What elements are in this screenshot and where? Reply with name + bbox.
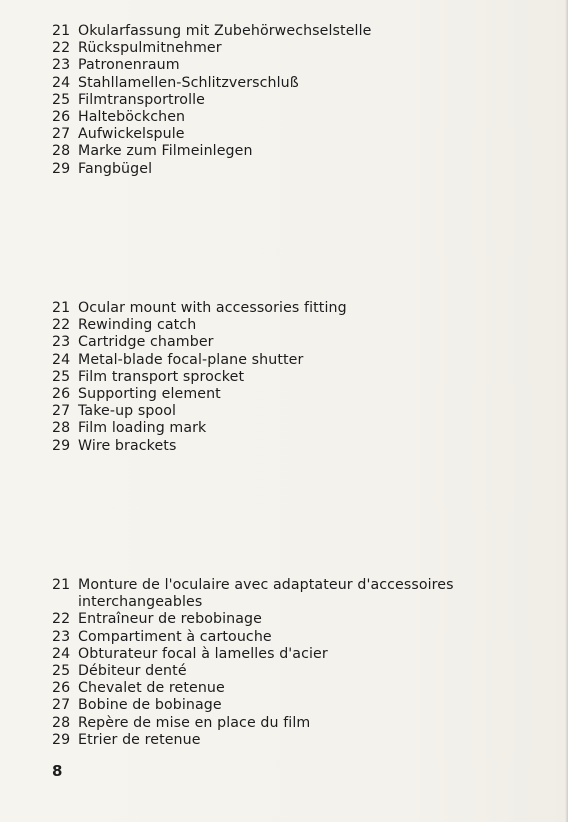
item-label: Okularfassung mit Zubehörwechselstelle (78, 23, 372, 39)
item-label: Metal-blade focal-plane shutter (78, 351, 304, 368)
item-number: 24 (52, 74, 71, 91)
list-item (52, 732, 512, 749)
list-item (52, 161, 512, 178)
item-number: 26 (52, 680, 71, 697)
list-item (52, 438, 512, 455)
list-item (52, 109, 512, 126)
item-number: 23 (52, 57, 71, 74)
list-item (52, 126, 512, 143)
item-number: 21 (52, 23, 71, 39)
item-number: 29 (52, 437, 71, 454)
list-item (52, 334, 512, 351)
parts-list-english (52, 300, 512, 455)
item-label: Obturateur focal à lamelles d'acier (78, 645, 328, 662)
item-label: Monture de l'oculaire avec adaptateur d'accessoires interchangeables (78, 577, 454, 611)
page-number: 8 (52, 762, 63, 780)
item-number: 23 (52, 628, 71, 645)
item-number: 28 (52, 714, 71, 731)
list-item (52, 369, 512, 386)
item-number: 24 (52, 351, 71, 368)
item-number: 26 (52, 386, 71, 403)
item-label: Halteböckchen (78, 109, 186, 126)
item-number: 21 (52, 300, 71, 316)
item-label: Stahllamellen-Schlitzverschluß (78, 74, 299, 91)
item-number: 25 (52, 368, 71, 385)
item-number: 26 (52, 109, 71, 126)
list-item (52, 680, 512, 697)
list-item (52, 646, 512, 663)
list-item (52, 420, 512, 437)
item-number: 28 (52, 420, 71, 437)
list-item (52, 143, 512, 160)
item-label: Bobine de bobinage (78, 697, 222, 714)
list-item (52, 92, 512, 109)
item-label: Cartridge chamber (78, 334, 214, 351)
item-label: Marke zum Filmeinlegen (78, 143, 253, 160)
item-label: Filmtransportrolle (78, 91, 205, 108)
item-number: 29 (52, 731, 71, 748)
item-label: Rewinding catch (78, 317, 197, 334)
list-item (52, 23, 512, 40)
list-item (52, 40, 512, 57)
list-item (52, 386, 512, 403)
item-number: 23 (52, 334, 71, 351)
parts-list-french (52, 577, 512, 749)
item-label: Film loading mark (78, 420, 207, 437)
list-item (52, 697, 512, 714)
item-number: 22 (52, 611, 71, 628)
item-label: Wire brackets (78, 437, 177, 454)
item-label: Patronenraum (78, 57, 180, 74)
list-item (52, 577, 512, 611)
item-number: 28 (52, 143, 71, 160)
item-number: 22 (52, 317, 71, 334)
parts-list-german (52, 23, 512, 178)
item-label: Take-up spool (78, 403, 177, 420)
item-number: 29 (52, 160, 71, 177)
item-number: 27 (52, 126, 71, 143)
list-item (52, 629, 512, 646)
item-number: 22 (52, 40, 71, 57)
item-label: Débiteur denté (78, 663, 187, 680)
item-number: 21 (52, 577, 71, 593)
item-label: Film transport sprocket (78, 368, 245, 385)
list-item (52, 75, 512, 92)
list-item (52, 663, 512, 680)
list-item (52, 352, 512, 369)
item-label: Ocular mount with accessories fitting (78, 300, 347, 316)
item-label: Chevalet de retenue (78, 680, 225, 697)
list-item (52, 300, 512, 317)
item-label: Supporting element (78, 386, 221, 403)
item-number: 24 (52, 645, 71, 662)
list-item (52, 57, 512, 74)
item-label: Fangbügel (78, 160, 153, 177)
item-label: Repère de mise en place du film (78, 714, 311, 731)
item-number: 27 (52, 697, 71, 714)
list-item (52, 317, 512, 334)
item-label: Rückspulmitnehmer (78, 40, 222, 57)
item-label: Compartiment à cartouche (78, 628, 272, 645)
item-number: 25 (52, 663, 71, 680)
item-label: Entraîneur de rebobinage (78, 611, 262, 628)
item-number: 27 (52, 403, 71, 420)
list-item (52, 403, 512, 420)
list-item (52, 611, 512, 628)
item-number: 25 (52, 91, 71, 108)
list-item (52, 715, 512, 732)
item-label: Etrier de retenue (78, 731, 201, 748)
item-label: Aufwickelspule (78, 126, 185, 143)
